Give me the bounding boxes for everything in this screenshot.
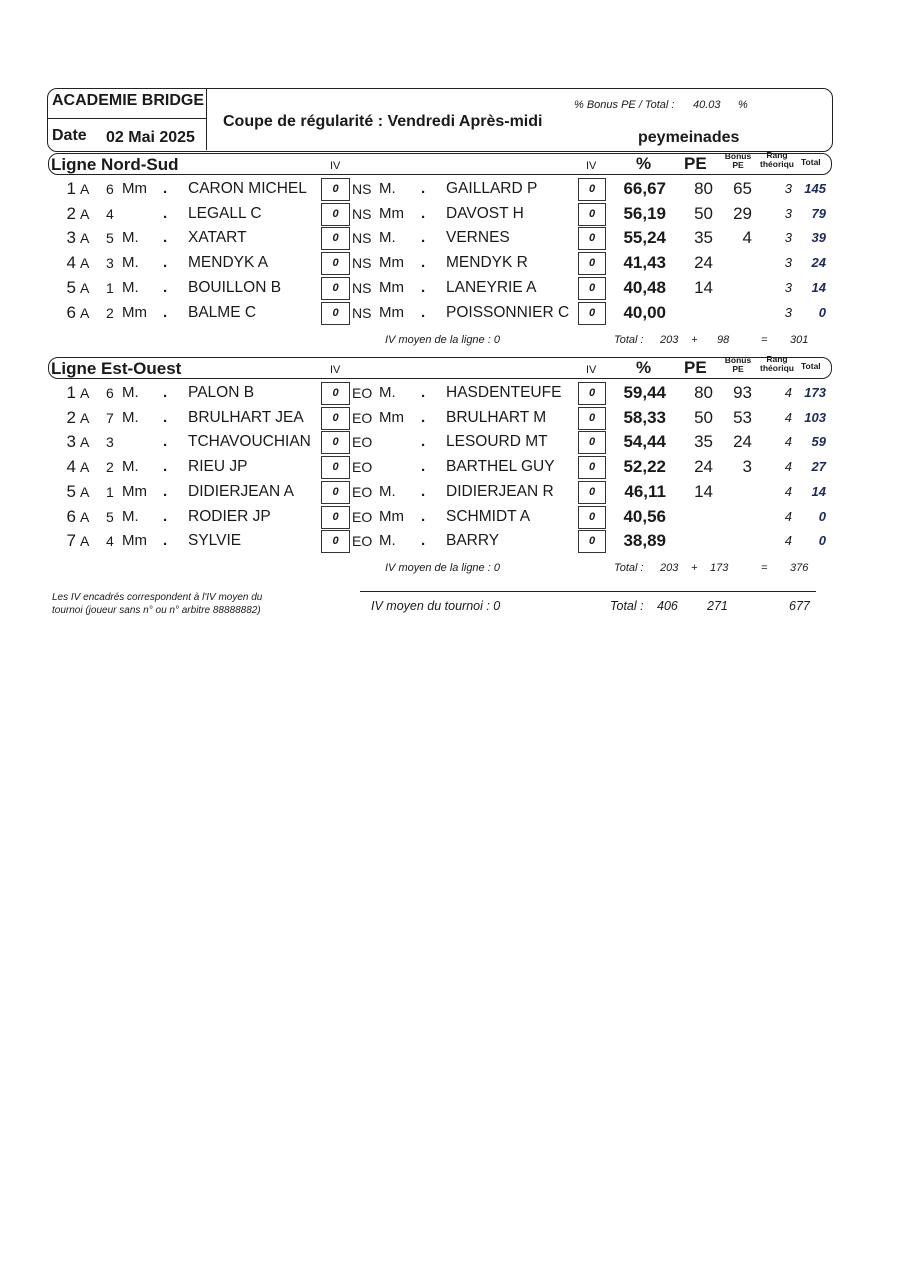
cell-pct: 58,33 [623, 407, 666, 427]
cell-rang: 3 [784, 181, 792, 196]
cell-dot-1: . [163, 229, 168, 247]
eo-bonus-header: Bonus PE [724, 355, 752, 374]
cell-dot-2: . [421, 482, 426, 500]
event-title: Coupe de régularité : Vendredi Après-midi [223, 113, 543, 130]
cell-rang: 3 [784, 230, 792, 246]
table-row [0, 251, 906, 275]
club-name: ACADEMIE BRIDGE [52, 92, 205, 109]
cell-civ-2: M. [379, 180, 396, 197]
bonus-value: 40.03 [693, 99, 721, 111]
cell-pe: 80 [694, 179, 713, 198]
cell-rang: 3 [784, 279, 792, 295]
footer-total-sum: 677 [789, 599, 810, 613]
cell-dot-1: . [163, 204, 168, 222]
cell-pe: 50 [694, 407, 713, 427]
cell-name-2: DAVOST H [446, 204, 524, 222]
eo-iv2-header: IV [586, 364, 597, 376]
cell-dot-1: . [163, 408, 168, 426]
cell-bonus: 65 [733, 179, 752, 198]
cell-civ-2: Mm [379, 254, 404, 272]
table-row [0, 276, 906, 300]
ns-total-header: Total [801, 157, 821, 167]
cell-pe: 14 [694, 481, 713, 501]
cell-civ-1: M. [122, 278, 139, 296]
cell-civ-1: Mm [122, 303, 147, 321]
cell-name-2: LESOURD MT [446, 433, 548, 451]
cell-iv-1: 0 [321, 178, 350, 201]
cell-dot-1: . [163, 458, 168, 476]
cell-table: 6 [106, 385, 114, 401]
ns-rang-header: Rang théoriqu [760, 150, 794, 169]
ns-plus: + [691, 334, 698, 346]
cell-dot-2: . [421, 507, 426, 525]
header-vertical-divider [206, 88, 207, 150]
table-row [0, 480, 906, 504]
cell-rank: 6 [66, 302, 76, 322]
cell-total: 145 [804, 181, 826, 196]
cell-pct: 38,89 [623, 531, 666, 551]
cell-name-1: BRULHART JEA [188, 408, 304, 426]
cell-total: 14 [811, 279, 826, 295]
cell-grp: A [80, 304, 90, 321]
cell-iv-1: 0 [321, 481, 350, 504]
cell-name-2: BARTHEL GUY [446, 458, 555, 476]
table-row [0, 505, 906, 529]
footer-rule [360, 591, 816, 592]
cell-iv-1: 0 [321, 431, 350, 454]
cell-dot-2: . [421, 384, 426, 401]
cell-iv-2: 0 [578, 203, 606, 226]
cell-total: 0 [818, 533, 826, 549]
footer-total-label: Total : [610, 599, 644, 613]
cell-table: 5 [106, 508, 114, 525]
cell-iv-1: 0 [321, 227, 350, 250]
cell-iv-2: 0 [578, 277, 606, 300]
cell-dir: EO [352, 434, 373, 451]
cell-pct: 55,24 [623, 228, 666, 248]
cell-dot-2: . [421, 532, 426, 550]
table-row [0, 301, 906, 325]
cell-name-1: DIDIERJEAN A [188, 482, 294, 500]
cell-total: 0 [818, 508, 826, 524]
cell-table: 3 [106, 255, 114, 272]
cell-pct: 52,22 [623, 457, 666, 477]
cell-name-2: SCHMIDT A [446, 507, 531, 525]
cell-pe: 35 [694, 432, 713, 452]
cell-iv-1: 0 [321, 382, 350, 405]
cell-dot-1: . [163, 384, 168, 401]
ns-iv1-header: IV [330, 160, 341, 172]
eo-total-label: Total : [614, 562, 644, 574]
cell-name-1: XATART [188, 229, 247, 247]
cell-dir: NS [352, 230, 372, 247]
cell-rang: 4 [784, 483, 792, 499]
cell-dot-1: . [163, 507, 168, 525]
cell-table: 7 [106, 409, 114, 426]
cell-rang: 4 [784, 533, 792, 549]
ns-eq: = [761, 334, 768, 346]
cell-table: 2 [106, 459, 114, 476]
cell-grp: A [80, 255, 90, 272]
cell-grp: A [80, 483, 90, 500]
cell-rank: 2 [66, 407, 76, 427]
cell-dot-2: . [421, 458, 426, 476]
cell-grp: A [80, 459, 90, 476]
cell-civ-1: Mm [122, 532, 147, 550]
cell-grp: A [80, 181, 90, 197]
footer-total-pe: 406 [657, 599, 678, 613]
table-row [0, 226, 906, 250]
eo-plus: + [691, 562, 698, 574]
cell-name-1: LEGALL C [188, 204, 262, 222]
cell-rank: 3 [66, 228, 76, 248]
cell-civ-2: M. [379, 532, 396, 550]
cell-dir: EO [352, 459, 373, 476]
cell-name-1: RODIER JP [188, 507, 271, 525]
cell-dir: NS [352, 255, 372, 272]
cell-iv-1: 0 [321, 252, 350, 275]
eo-eq: = [761, 562, 768, 574]
cell-dir: NS [352, 279, 372, 296]
cell-pe: 35 [694, 228, 713, 248]
cell-name-2: VERNES [446, 229, 510, 247]
cell-dot-2: . [421, 278, 426, 296]
cell-bonus: 3 [742, 457, 752, 477]
cell-total: 0 [818, 304, 826, 320]
cell-rank: 6 [66, 506, 76, 526]
cell-dir: EO [352, 409, 373, 426]
cell-grp: A [80, 533, 90, 550]
event-date: 02 Mai 2025 [106, 129, 195, 146]
ns-section-title: Ligne Nord-Sud [51, 155, 179, 174]
cell-dir: EO [352, 533, 373, 550]
cell-dot-2: . [421, 433, 426, 451]
cell-dot-1: . [163, 482, 168, 500]
cell-civ-2: Mm [379, 303, 404, 321]
cell-civ-2: M. [379, 384, 396, 401]
cell-table: 3 [106, 434, 114, 451]
cell-name-2: BARRY [446, 532, 500, 550]
cell-iv-2: 0 [578, 302, 606, 325]
cell-total: 103 [804, 409, 826, 425]
cell-pct: 40,56 [623, 506, 666, 526]
cell-iv-1: 0 [321, 203, 350, 226]
cell-rank: 5 [66, 481, 76, 501]
cell-grp: A [80, 434, 90, 451]
cell-grp: A [80, 385, 90, 401]
cell-name-1: RIEU JP [188, 458, 248, 476]
cell-total: 173 [804, 385, 826, 400]
ns-pe-header: PE [684, 154, 707, 173]
cell-total: 24 [811, 255, 826, 271]
header-divider [47, 118, 207, 119]
cell-bonus: 4 [742, 228, 752, 248]
cell-table: 2 [106, 304, 114, 321]
cell-dot-2: . [421, 229, 426, 247]
cell-rang: 3 [784, 255, 792, 271]
cell-total: 39 [811, 230, 826, 246]
cell-name-1: MENDYK A [188, 254, 269, 272]
cell-dot-2: . [421, 408, 426, 426]
table-row [0, 177, 906, 201]
cell-civ-1: M. [122, 458, 139, 476]
cell-table: 4 [106, 205, 114, 222]
cell-iv-2: 0 [578, 481, 606, 504]
cell-civ-2: Mm [379, 278, 404, 296]
cell-pe: 14 [694, 277, 713, 297]
cell-civ-2: Mm [379, 204, 404, 222]
footer-total-bonus: 271 [707, 599, 728, 613]
cell-iv-2: 0 [578, 506, 606, 529]
table-row [0, 455, 906, 479]
footer-note-line1: Les IV encadrés correspondent à l'IV moyen du [52, 592, 263, 603]
cell-pct: 66,67 [623, 179, 666, 198]
ns-iv2-header: IV [586, 160, 597, 172]
cell-name-2: BRULHART M [446, 408, 547, 426]
cell-grp: A [80, 508, 90, 525]
cell-bonus: 53 [733, 407, 752, 427]
ns-iv-moyen: IV moyen de la ligne : 0 [385, 334, 500, 346]
cell-name-2: DIDIERJEAN R [446, 482, 554, 500]
cell-dot-2: . [421, 180, 426, 197]
cell-total: 79 [811, 205, 826, 221]
cell-civ-1: M. [122, 408, 139, 426]
cell-table: 6 [106, 181, 114, 197]
table-row [0, 202, 906, 226]
cell-civ-1: M. [122, 507, 139, 525]
ns-total-pe: 203 [660, 334, 679, 346]
cell-iv-2: 0 [578, 382, 606, 405]
cell-civ-1: M. [122, 384, 139, 401]
cell-iv-1: 0 [321, 302, 350, 325]
footer-iv-tournoi: IV moyen du tournoi : 0 [371, 599, 501, 613]
cell-rank: 4 [66, 253, 76, 273]
cell-dot-1: . [163, 433, 168, 451]
eo-total-sum: 376 [790, 562, 809, 574]
cell-pct: 54,44 [623, 432, 666, 452]
cell-rang: 4 [784, 508, 792, 524]
cell-iv-2: 0 [578, 178, 606, 201]
eo-iv-moyen: IV moyen de la ligne : 0 [385, 562, 500, 574]
footer-note-line2: tournoi (joueur sans n° ou n° arbitre 88888882) [52, 605, 261, 616]
cell-bonus: 29 [733, 203, 752, 223]
cell-rank: 3 [66, 432, 76, 452]
cell-iv-1: 0 [321, 407, 350, 430]
cell-table: 4 [106, 533, 114, 550]
cell-dot-2: . [421, 204, 426, 222]
table-row [0, 529, 906, 553]
cell-civ-2: M. [379, 482, 396, 500]
cell-pe: 50 [694, 203, 713, 223]
cell-rank: 2 [66, 203, 76, 223]
cell-civ-1: Mm [122, 180, 147, 197]
cell-grp: A [80, 205, 90, 222]
cell-dir: EO [352, 483, 373, 500]
table-row [0, 406, 906, 430]
cell-rang: 3 [784, 205, 792, 221]
cell-dot-2: . [421, 254, 426, 272]
cell-grp: A [80, 279, 90, 296]
cell-name-1: SYLVIE [188, 532, 242, 550]
cell-pct: 40,00 [623, 302, 666, 322]
cell-civ-1: M. [122, 254, 139, 272]
cell-pe: 24 [694, 457, 713, 477]
cell-iv-2: 0 [578, 407, 606, 430]
cell-pct: 41,43 [623, 253, 666, 273]
ns-total-label: Total : [614, 334, 644, 346]
cell-iv-2: 0 [578, 456, 606, 479]
cell-dir: EO [352, 508, 373, 525]
cell-civ-2: M. [379, 229, 396, 247]
cell-rank: 1 [66, 383, 76, 402]
cell-pct: 46,11 [624, 481, 666, 501]
cell-name-2: HASDENTEUFE [446, 384, 562, 401]
cell-iv-2: 0 [578, 227, 606, 250]
cell-grp: A [80, 409, 90, 426]
cell-dir: EO [352, 385, 373, 401]
cell-name-2: MENDYK R [446, 254, 528, 272]
cell-bonus: 93 [733, 383, 752, 402]
cell-rank: 4 [66, 457, 76, 477]
cell-rank: 7 [66, 531, 76, 551]
cell-bonus: 24 [733, 432, 752, 452]
cell-name-1: PALON B [188, 384, 255, 401]
cell-table: 1 [106, 483, 114, 500]
cell-dot-1: . [163, 254, 168, 272]
ns-total-sum: 301 [790, 334, 809, 346]
cell-rang: 4 [784, 385, 792, 400]
cell-pct: 56,19 [623, 203, 666, 223]
cell-dir: NS [352, 304, 372, 321]
cell-dir: NS [352, 205, 372, 222]
cell-pe: 24 [694, 253, 713, 273]
eo-rang-header: Rang théoriqu [760, 354, 794, 373]
cell-dot-1: . [163, 532, 168, 550]
cell-iv-1: 0 [321, 506, 350, 529]
cell-dot-2: . [421, 303, 426, 321]
cell-dir: NS [352, 181, 372, 197]
cell-civ-1: Mm [122, 482, 147, 500]
cell-dot-1: . [163, 278, 168, 296]
eo-pct-header: % [636, 358, 652, 377]
eo-total-pe: 203 [660, 562, 679, 574]
cell-civ-2: Mm [379, 507, 404, 525]
cell-name-2: LANEYRIE A [446, 278, 537, 296]
cell-rang: 4 [784, 459, 792, 475]
cell-name-2: POISSONNIER C [446, 303, 570, 321]
cell-dot-1: . [163, 180, 168, 197]
cell-table: 5 [106, 230, 114, 247]
cell-iv-1: 0 [321, 530, 350, 553]
cell-rang: 4 [784, 434, 792, 450]
cell-pct: 59,44 [623, 383, 666, 402]
bonus-label: % Bonus PE / Total : [574, 99, 675, 111]
ns-bonus-header: Bonus PE [724, 151, 752, 170]
eo-iv1-header: IV [330, 364, 341, 376]
cell-name-1: CARON MICHEL [188, 180, 307, 197]
date-label: Date [52, 127, 87, 144]
cell-civ-2: Mm [379, 408, 404, 426]
cell-table: 1 [106, 279, 114, 296]
cell-total: 27 [811, 459, 826, 475]
cell-iv-2: 0 [578, 431, 606, 454]
cell-total: 14 [811, 483, 826, 499]
cell-name-1: BALME C [188, 303, 257, 321]
cell-name-1: BOUILLON B [188, 278, 282, 296]
eo-section-title: Ligne Est-Ouest [51, 359, 182, 378]
eo-total-header: Total [801, 361, 821, 371]
cell-total: 59 [811, 434, 826, 450]
eo-total-bonus: 173 [710, 562, 729, 574]
ns-pct-header: % [636, 154, 652, 173]
cell-rang: 3 [784, 304, 792, 320]
bonus-unit: % [738, 99, 748, 111]
cell-pe: 80 [694, 383, 713, 402]
cell-iv-1: 0 [321, 277, 350, 300]
cell-iv-2: 0 [578, 252, 606, 275]
cell-rank: 1 [66, 179, 76, 198]
cell-iv-1: 0 [321, 456, 350, 479]
cell-rang: 4 [784, 409, 792, 425]
table-row [0, 430, 906, 454]
cell-iv-2: 0 [578, 530, 606, 553]
table-row [0, 381, 906, 405]
eo-pe-header: PE [684, 358, 707, 377]
cell-name-2: GAILLARD P [446, 180, 538, 197]
cell-dot-1: . [163, 303, 168, 321]
cell-rank: 5 [66, 277, 76, 297]
cell-civ-1: M. [122, 229, 139, 247]
ns-total-bonus: 98 [717, 334, 730, 346]
cell-pct: 40,48 [623, 277, 666, 297]
cell-name-1: TCHAVOUCHIAN [188, 433, 311, 451]
author-name: peymeinades [638, 129, 740, 146]
cell-grp: A [80, 230, 90, 247]
